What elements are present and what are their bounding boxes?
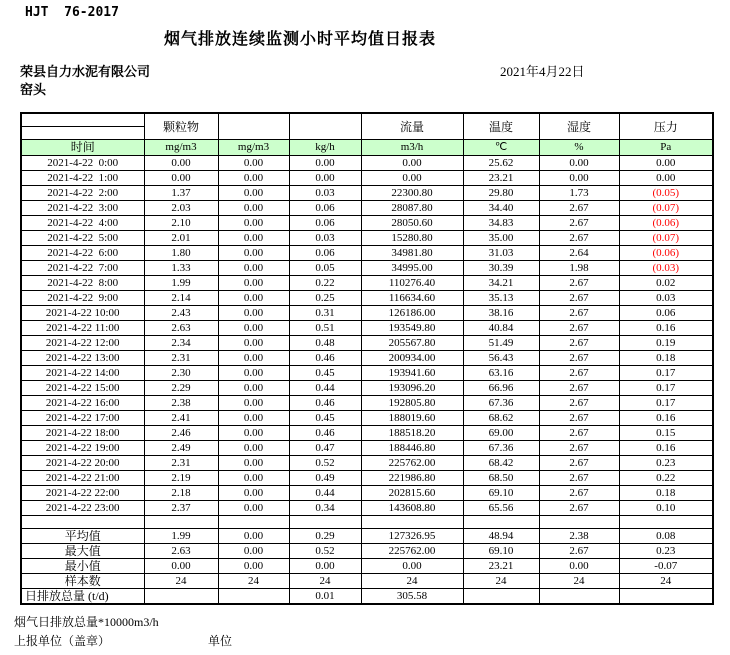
summary-value: 0.00 bbox=[144, 559, 218, 574]
value-cell: 2.67 bbox=[539, 276, 619, 291]
unit-cell-m3h: m3/h bbox=[361, 140, 463, 156]
value-cell: 0.46 bbox=[289, 351, 361, 366]
value-cell: 193096.20 bbox=[361, 381, 463, 396]
summary-label: 日排放总量 (t/d) bbox=[21, 589, 144, 605]
value-cell: 0.00 bbox=[218, 336, 289, 351]
empty-cell bbox=[463, 516, 539, 529]
summary-value: 24 bbox=[539, 574, 619, 589]
summary-value: 225762.00 bbox=[361, 544, 463, 559]
value-cell: 0.00 bbox=[539, 156, 619, 171]
col-header-particulate: 颗粒物 bbox=[144, 113, 218, 140]
value-cell: 31.03 bbox=[463, 246, 539, 261]
value-cell: 0.10 bbox=[619, 501, 713, 516]
table-row bbox=[21, 471, 713, 486]
value-cell: 1.98 bbox=[539, 261, 619, 276]
summary-row bbox=[21, 589, 713, 605]
value-cell: 0.45 bbox=[289, 411, 361, 426]
value-cell: 0.31 bbox=[289, 306, 361, 321]
value-cell: 2.67 bbox=[539, 306, 619, 321]
value-cell: 0.47 bbox=[289, 441, 361, 456]
site-name: 窑头 bbox=[20, 82, 47, 97]
value-cell: 2.67 bbox=[539, 411, 619, 426]
time-cell: 2021-4-22 11:00 bbox=[21, 321, 144, 336]
table-row bbox=[21, 501, 713, 516]
value-cell: 1.80 bbox=[144, 246, 218, 261]
value-cell: 0.22 bbox=[619, 471, 713, 486]
value-cell: 29.80 bbox=[463, 186, 539, 201]
value-cell: 2.67 bbox=[539, 351, 619, 366]
summary-value: 24 bbox=[463, 574, 539, 589]
value-cell: 0.00 bbox=[218, 456, 289, 471]
summary-row bbox=[21, 559, 713, 574]
company-name: 荣县自力水泥有限公司 bbox=[20, 64, 151, 79]
value-cell: 2.30 bbox=[144, 366, 218, 381]
value-cell: 2.38 bbox=[144, 396, 218, 411]
time-cell: 2021-4-22 6:00 bbox=[21, 246, 144, 261]
value-cell: 0.00 bbox=[218, 471, 289, 486]
value-cell: 0.46 bbox=[289, 426, 361, 441]
value-cell: 34981.80 bbox=[361, 246, 463, 261]
value-cell: 0.18 bbox=[619, 351, 713, 366]
value-cell: 28087.80 bbox=[361, 201, 463, 216]
value-cell: 2.67 bbox=[539, 486, 619, 501]
value-cell: 38.16 bbox=[463, 306, 539, 321]
value-cell: 34.21 bbox=[463, 276, 539, 291]
time-cell: 2021-4-22 7:00 bbox=[21, 261, 144, 276]
value-cell: 2.67 bbox=[539, 366, 619, 381]
empty-cell bbox=[361, 516, 463, 529]
value-cell: 22300.80 bbox=[361, 186, 463, 201]
value-cell: 0.00 bbox=[218, 216, 289, 231]
summary-value: 24 bbox=[619, 574, 713, 589]
value-cell: 0.00 bbox=[289, 171, 361, 186]
value-cell: 35.00 bbox=[463, 231, 539, 246]
standard-code: HJT 76-2017 bbox=[25, 5, 119, 20]
summary-value: 127326.95 bbox=[361, 529, 463, 544]
value-cell: 0.45 bbox=[289, 366, 361, 381]
value-cell: 0.00 bbox=[144, 156, 218, 171]
value-cell: 0.00 bbox=[218, 441, 289, 456]
value-cell: 67.36 bbox=[463, 396, 539, 411]
time-cell: 2021-4-22 19:00 bbox=[21, 441, 144, 456]
table-row bbox=[21, 351, 713, 366]
value-cell: 193549.80 bbox=[361, 321, 463, 336]
report-unit-label: 上报单位（盖章） bbox=[14, 634, 111, 648]
summary-value: 24 bbox=[361, 574, 463, 589]
summary-value: 0.00 bbox=[539, 559, 619, 574]
value-cell: 68.50 bbox=[463, 471, 539, 486]
unit-cell-percent: % bbox=[539, 140, 619, 156]
table-row bbox=[21, 201, 713, 216]
value-cell: 0.23 bbox=[619, 456, 713, 471]
summary-row bbox=[21, 529, 713, 544]
value-cell: 35.13 bbox=[463, 291, 539, 306]
footer-note: 烟气日排放总量*10000m3/h bbox=[14, 615, 159, 629]
summary-label: 最小值 bbox=[21, 559, 144, 574]
value-cell: 23.21 bbox=[463, 171, 539, 186]
summary-value: 0.00 bbox=[361, 559, 463, 574]
value-cell: 0.00 bbox=[218, 486, 289, 501]
value-cell: 0.05 bbox=[289, 261, 361, 276]
summary-label: 平均值 bbox=[21, 529, 144, 544]
value-cell: 2.37 bbox=[144, 501, 218, 516]
value-cell: 221986.80 bbox=[361, 471, 463, 486]
unit-cell-mgm3-1: mg/m3 bbox=[144, 140, 218, 156]
summary-value: 69.10 bbox=[463, 544, 539, 559]
value-cell: 2.03 bbox=[144, 201, 218, 216]
value-cell: 15280.80 bbox=[361, 231, 463, 246]
time-cell: 2021-4-22 5:00 bbox=[21, 231, 144, 246]
value-cell: 2.19 bbox=[144, 471, 218, 486]
value-cell: 30.39 bbox=[463, 261, 539, 276]
value-cell: 0.00 bbox=[218, 156, 289, 171]
value-cell: 0.06 bbox=[289, 216, 361, 231]
empty-cell bbox=[144, 516, 218, 529]
time-cell: 2021-4-22 4:00 bbox=[21, 216, 144, 231]
value-cell: 0.00 bbox=[218, 426, 289, 441]
time-cell: 2021-4-22 22:00 bbox=[21, 486, 144, 501]
unit-cell-pa: Pa bbox=[619, 140, 713, 156]
value-cell: 0.00 bbox=[144, 171, 218, 186]
value-cell: 2.67 bbox=[539, 231, 619, 246]
unit-row bbox=[21, 140, 713, 156]
value-cell: 2.67 bbox=[539, 321, 619, 336]
value-cell: 34.40 bbox=[463, 201, 539, 216]
value-cell: 65.56 bbox=[463, 501, 539, 516]
summary-value: 2.38 bbox=[539, 529, 619, 544]
unit-cell-kgh: kg/h bbox=[289, 140, 361, 156]
value-cell: 68.62 bbox=[463, 411, 539, 426]
summary-value bbox=[218, 589, 289, 605]
time-cell: 2021-4-22 3:00 bbox=[21, 201, 144, 216]
time-cell: 2021-4-22 9:00 bbox=[21, 291, 144, 306]
value-cell: 0.17 bbox=[619, 396, 713, 411]
value-cell: 0.44 bbox=[289, 381, 361, 396]
value-cell: 0.06 bbox=[289, 246, 361, 261]
time-column-header: 时间 bbox=[21, 140, 144, 156]
table-row bbox=[21, 276, 713, 291]
value-cell: 2.31 bbox=[144, 456, 218, 471]
value-cell: 66.96 bbox=[463, 381, 539, 396]
value-cell: 2.67 bbox=[539, 291, 619, 306]
empty-cell bbox=[619, 516, 713, 529]
value-cell: 2.67 bbox=[539, 396, 619, 411]
value-cell: 2.43 bbox=[144, 306, 218, 321]
spacer-row bbox=[21, 516, 713, 529]
summary-value: 24 bbox=[289, 574, 361, 589]
value-cell: 0.48 bbox=[289, 336, 361, 351]
table-body bbox=[21, 156, 713, 605]
value-cell: 63.16 bbox=[463, 366, 539, 381]
value-cell: 0.03 bbox=[619, 291, 713, 306]
summary-label: 样本数 bbox=[21, 574, 144, 589]
summary-value: 24 bbox=[218, 574, 289, 589]
value-cell: 0.18 bbox=[619, 486, 713, 501]
value-cell: 2.31 bbox=[144, 351, 218, 366]
col-header-temperature: 温度 bbox=[463, 113, 539, 140]
value-cell: 0.46 bbox=[289, 396, 361, 411]
value-cell: 2.67 bbox=[539, 201, 619, 216]
time-cell: 2021-4-22 1:00 bbox=[21, 171, 144, 186]
value-cell: 68.42 bbox=[463, 456, 539, 471]
value-cell: 0.00 bbox=[218, 351, 289, 366]
value-cell: 51.49 bbox=[463, 336, 539, 351]
time-cell: 2021-4-22 18:00 bbox=[21, 426, 144, 441]
value-cell: 110276.40 bbox=[361, 276, 463, 291]
value-cell: 2.49 bbox=[144, 441, 218, 456]
value-cell: 0.52 bbox=[289, 456, 361, 471]
summary-value: 0.23 bbox=[619, 544, 713, 559]
value-cell: 34995.00 bbox=[361, 261, 463, 276]
value-cell: 2.67 bbox=[539, 471, 619, 486]
table-row bbox=[21, 441, 713, 456]
value-cell: 0.22 bbox=[289, 276, 361, 291]
value-cell: 0.00 bbox=[218, 396, 289, 411]
summary-value: 0.01 bbox=[289, 589, 361, 605]
table-row bbox=[21, 486, 713, 501]
table-row bbox=[21, 366, 713, 381]
summary-value: 0.52 bbox=[289, 544, 361, 559]
time-cell: 2021-4-22 8:00 bbox=[21, 276, 144, 291]
value-cell: 188446.80 bbox=[361, 441, 463, 456]
table-row bbox=[21, 381, 713, 396]
unit-label: 单位 bbox=[208, 634, 233, 648]
empty-cell bbox=[289, 516, 361, 529]
report-title: 烟气排放连续监测小时平均值日报表 bbox=[163, 31, 436, 48]
value-cell: 2.34 bbox=[144, 336, 218, 351]
value-cell: 0.00 bbox=[218, 291, 289, 306]
table-row bbox=[21, 246, 713, 261]
summary-value bbox=[463, 589, 539, 605]
value-cell: (0.07) bbox=[619, 201, 713, 216]
summary-value: 0.00 bbox=[289, 559, 361, 574]
table-row bbox=[21, 306, 713, 321]
value-cell: 0.00 bbox=[218, 186, 289, 201]
value-cell: 0.00 bbox=[619, 171, 713, 186]
group-header-row bbox=[21, 113, 713, 127]
monitoring-table bbox=[20, 112, 714, 605]
value-cell: 0.00 bbox=[218, 411, 289, 426]
value-cell: 1.73 bbox=[539, 186, 619, 201]
value-cell: 143608.80 bbox=[361, 501, 463, 516]
col-header-humidity: 湿度 bbox=[539, 113, 619, 140]
value-cell: 0.00 bbox=[619, 156, 713, 171]
summary-value: 2.67 bbox=[539, 544, 619, 559]
value-cell: 0.00 bbox=[218, 381, 289, 396]
value-cell: 0.51 bbox=[289, 321, 361, 336]
col-header-blank-1 bbox=[218, 113, 289, 140]
value-cell: 225762.00 bbox=[361, 456, 463, 471]
value-cell: 2.67 bbox=[539, 456, 619, 471]
time-cell: 2021-4-22 0:00 bbox=[21, 156, 144, 171]
table-row bbox=[21, 171, 713, 186]
time-cell: 2021-4-22 21:00 bbox=[21, 471, 144, 486]
value-cell: 0.17 bbox=[619, 366, 713, 381]
empty-cell bbox=[218, 516, 289, 529]
value-cell: 2.10 bbox=[144, 216, 218, 231]
table-row bbox=[21, 321, 713, 336]
value-cell: (0.05) bbox=[619, 186, 713, 201]
time-header-bottom-cell bbox=[21, 127, 144, 140]
time-cell: 2021-4-22 14:00 bbox=[21, 366, 144, 381]
value-cell: 0.06 bbox=[619, 306, 713, 321]
summary-value: 1.99 bbox=[144, 529, 218, 544]
value-cell: 28050.60 bbox=[361, 216, 463, 231]
value-cell: 0.00 bbox=[218, 171, 289, 186]
value-cell: 188019.60 bbox=[361, 411, 463, 426]
time-cell: 2021-4-22 2:00 bbox=[21, 186, 144, 201]
value-cell: 0.03 bbox=[289, 186, 361, 201]
summary-value: 0.08 bbox=[619, 529, 713, 544]
value-cell: 69.10 bbox=[463, 486, 539, 501]
table-row bbox=[21, 411, 713, 426]
time-cell: 2021-4-22 20:00 bbox=[21, 456, 144, 471]
value-cell: 0.17 bbox=[619, 381, 713, 396]
summary-label: 最大值 bbox=[21, 544, 144, 559]
value-cell: 0.49 bbox=[289, 471, 361, 486]
value-cell: 0.06 bbox=[289, 201, 361, 216]
table-row bbox=[21, 396, 713, 411]
value-cell: 2.18 bbox=[144, 486, 218, 501]
value-cell: 0.44 bbox=[289, 486, 361, 501]
value-cell: 200934.00 bbox=[361, 351, 463, 366]
value-cell: 0.00 bbox=[218, 321, 289, 336]
summary-value: 0.00 bbox=[218, 544, 289, 559]
report-date: 2021年4月22日 bbox=[500, 64, 585, 79]
time-cell: 2021-4-22 16:00 bbox=[21, 396, 144, 411]
value-cell: 0.00 bbox=[218, 276, 289, 291]
value-cell: 2.14 bbox=[144, 291, 218, 306]
value-cell: 0.03 bbox=[289, 231, 361, 246]
value-cell: 67.36 bbox=[463, 441, 539, 456]
value-cell: 2.46 bbox=[144, 426, 218, 441]
empty-cell bbox=[539, 516, 619, 529]
value-cell: 0.02 bbox=[619, 276, 713, 291]
table-row bbox=[21, 336, 713, 351]
value-cell: (0.06) bbox=[619, 216, 713, 231]
summary-value bbox=[619, 589, 713, 605]
value-cell: 25.62 bbox=[463, 156, 539, 171]
table-row bbox=[21, 186, 713, 201]
value-cell: 0.19 bbox=[619, 336, 713, 351]
summary-value: 2.63 bbox=[144, 544, 218, 559]
value-cell: (0.03) bbox=[619, 261, 713, 276]
value-cell: 0.15 bbox=[619, 426, 713, 441]
value-cell: 0.16 bbox=[619, 321, 713, 336]
summary-value: 24 bbox=[144, 574, 218, 589]
unit-cell-mgm3-2: mg/m3 bbox=[218, 140, 289, 156]
value-cell: (0.07) bbox=[619, 231, 713, 246]
summary-value: 48.94 bbox=[463, 529, 539, 544]
value-cell: 2.67 bbox=[539, 216, 619, 231]
value-cell: 2.63 bbox=[144, 321, 218, 336]
table-row bbox=[21, 456, 713, 471]
value-cell: 0.00 bbox=[218, 201, 289, 216]
value-cell: 0.00 bbox=[218, 366, 289, 381]
value-cell: 0.00 bbox=[218, 501, 289, 516]
time-cell: 2021-4-22 13:00 bbox=[21, 351, 144, 366]
table-row bbox=[21, 291, 713, 306]
summary-value: -0.07 bbox=[619, 559, 713, 574]
value-cell: 116634.60 bbox=[361, 291, 463, 306]
value-cell: 34.83 bbox=[463, 216, 539, 231]
col-header-blank-2 bbox=[289, 113, 361, 140]
value-cell: 2.67 bbox=[539, 336, 619, 351]
time-cell: 2021-4-22 10:00 bbox=[21, 306, 144, 321]
value-cell: 1.99 bbox=[144, 276, 218, 291]
summary-value bbox=[539, 589, 619, 605]
value-cell: 188518.20 bbox=[361, 426, 463, 441]
value-cell: 2.41 bbox=[144, 411, 218, 426]
summary-value: 23.21 bbox=[463, 559, 539, 574]
value-cell: 1.33 bbox=[144, 261, 218, 276]
time-cell: 2021-4-22 17:00 bbox=[21, 411, 144, 426]
value-cell: 1.37 bbox=[144, 186, 218, 201]
table-row bbox=[21, 231, 713, 246]
value-cell: 2.01 bbox=[144, 231, 218, 246]
time-header-top-cell bbox=[21, 113, 144, 127]
value-cell: 0.16 bbox=[619, 411, 713, 426]
value-cell: 2.64 bbox=[539, 246, 619, 261]
time-cell: 2021-4-22 12:00 bbox=[21, 336, 144, 351]
col-header-flow: 流量 bbox=[361, 113, 463, 140]
summary-value: 0.00 bbox=[218, 529, 289, 544]
value-cell: 2.67 bbox=[539, 426, 619, 441]
value-cell: 0.16 bbox=[619, 441, 713, 456]
value-cell: 2.29 bbox=[144, 381, 218, 396]
value-cell: 0.00 bbox=[289, 156, 361, 171]
table-row bbox=[21, 261, 713, 276]
value-cell: 0.00 bbox=[218, 306, 289, 321]
value-cell: 2.67 bbox=[539, 441, 619, 456]
table-row bbox=[21, 426, 713, 441]
value-cell: 0.00 bbox=[218, 261, 289, 276]
table-row bbox=[21, 216, 713, 231]
summary-value: 0.29 bbox=[289, 529, 361, 544]
summary-value: 0.00 bbox=[218, 559, 289, 574]
unit-cell-celsius: ℃ bbox=[463, 140, 539, 156]
value-cell: 0.25 bbox=[289, 291, 361, 306]
value-cell: 0.34 bbox=[289, 501, 361, 516]
summary-value: 305.58 bbox=[361, 589, 463, 605]
value-cell: 0.00 bbox=[218, 231, 289, 246]
value-cell: (0.06) bbox=[619, 246, 713, 261]
value-cell: 2.67 bbox=[539, 381, 619, 396]
value-cell: 126186.00 bbox=[361, 306, 463, 321]
value-cell: 0.00 bbox=[218, 246, 289, 261]
value-cell: 193941.60 bbox=[361, 366, 463, 381]
value-cell: 2.67 bbox=[539, 501, 619, 516]
time-cell: 2021-4-22 15:00 bbox=[21, 381, 144, 396]
summary-row bbox=[21, 574, 713, 589]
value-cell: 56.43 bbox=[463, 351, 539, 366]
value-cell: 192805.80 bbox=[361, 396, 463, 411]
summary-row bbox=[21, 544, 713, 559]
value-cell: 0.00 bbox=[361, 171, 463, 186]
table-row bbox=[21, 156, 713, 171]
value-cell: 69.00 bbox=[463, 426, 539, 441]
value-cell: 40.84 bbox=[463, 321, 539, 336]
value-cell: 205567.80 bbox=[361, 336, 463, 351]
value-cell: 202815.60 bbox=[361, 486, 463, 501]
summary-value bbox=[144, 589, 218, 605]
time-cell: 2021-4-22 23:00 bbox=[21, 501, 144, 516]
value-cell: 0.00 bbox=[361, 156, 463, 171]
col-header-pressure: 压力 bbox=[619, 113, 713, 140]
value-cell: 0.00 bbox=[539, 171, 619, 186]
empty-cell bbox=[21, 516, 144, 529]
